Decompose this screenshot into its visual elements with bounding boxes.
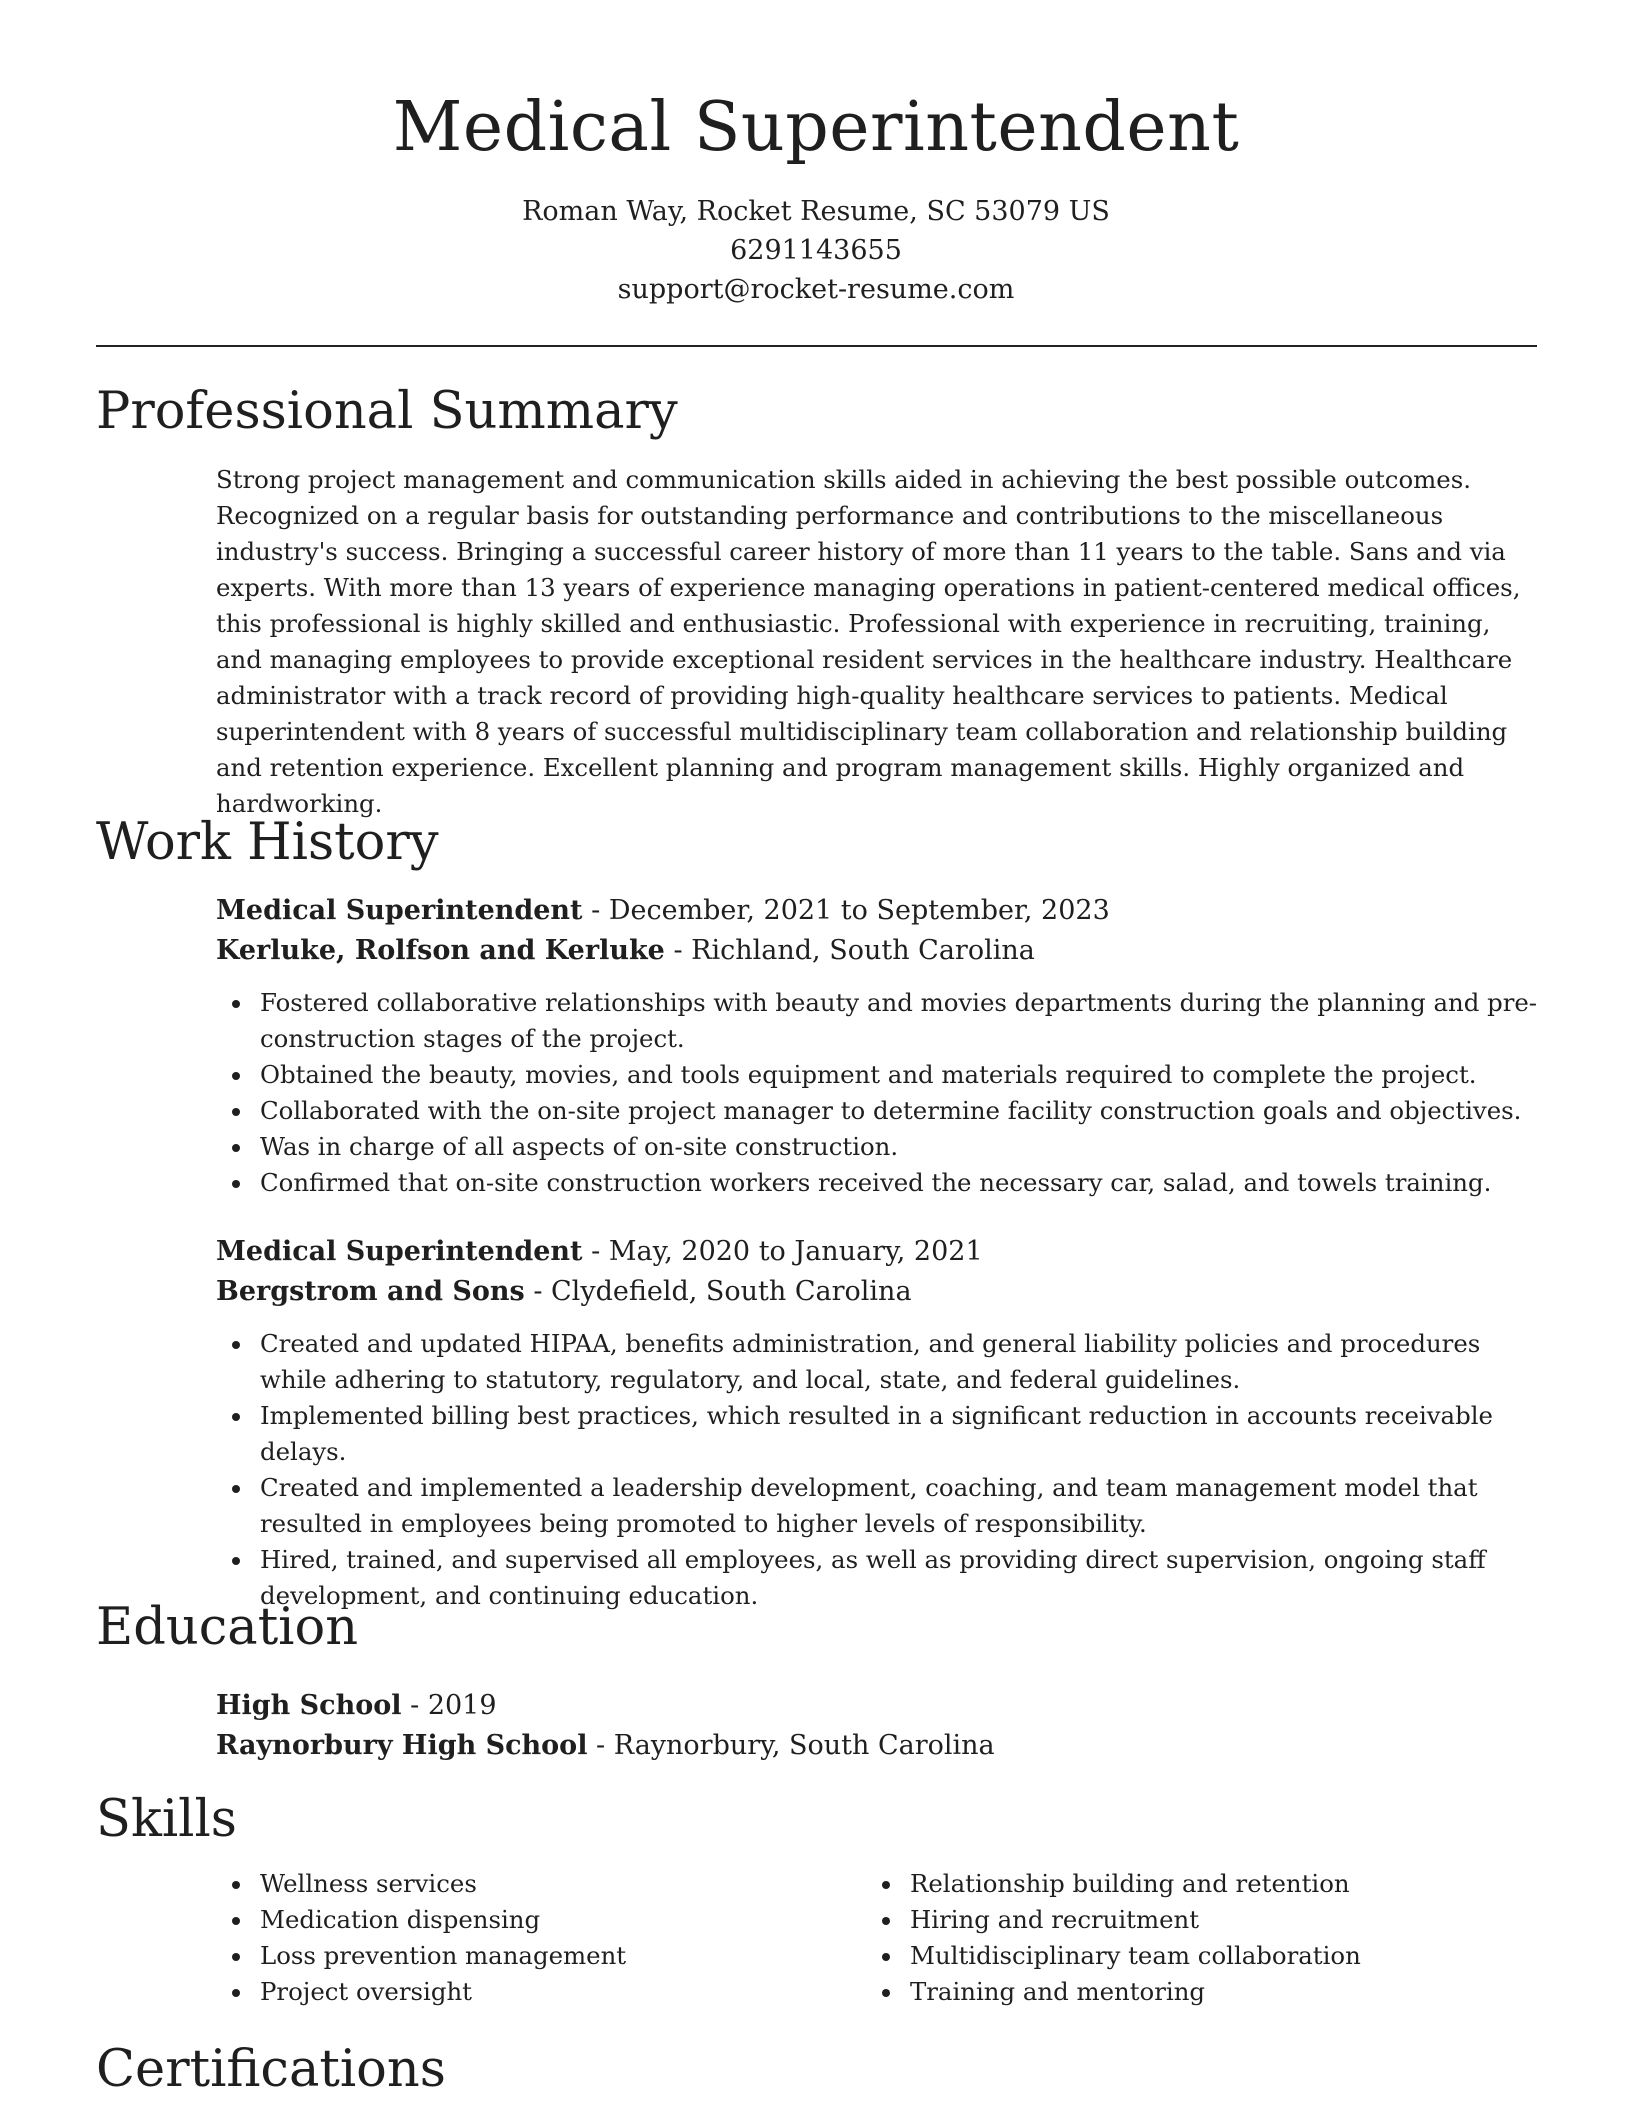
job-dates: - May, 2020 to January, 2021 <box>582 1236 983 1267</box>
job-location: - Clydefield, South Carolina <box>524 1276 912 1307</box>
education-location: - Raynorbury, South Carolina <box>587 1730 995 1761</box>
job-bullets <box>216 1326 1538 1614</box>
job-bullet: Fostered collaborative relationships with beauty and movies departments during the planning and pre-construction stages of the project. <box>260 985 1538 1057</box>
skills-column-left <box>216 1866 866 2010</box>
section-title-education: Education <box>96 1598 359 1657</box>
job-bullet: Confirmed that on-site construction workers received the necessary car, salad, and towels training. <box>260 1165 1538 1201</box>
skill-item: Project oversight <box>260 1974 866 2010</box>
skill-item: Training and mentoring <box>910 1974 1516 2010</box>
job-bullet: Created and updated HIPAA, benefits administration, and general liability policies and procedures while adhering to statutory, regulatory, and local, state, and federal guidelines. <box>260 1326 1538 1398</box>
skill-item: Wellness services <box>260 1866 866 1902</box>
skills-block <box>216 1866 1538 2010</box>
job-bullet: Collaborated with the on-site project manager to determine facility construction goals and objectives. <box>260 1093 1538 1129</box>
job-company: Bergstrom and Sons <box>216 1276 525 1307</box>
education-degree-line <box>216 1686 1538 1726</box>
education-year: - 2019 <box>401 1690 497 1721</box>
skills-list <box>866 1866 1516 2010</box>
skill-item: Medication dispensing <box>260 1902 866 1938</box>
section-title-skills: Skills <box>96 1790 237 1849</box>
job-company-line <box>216 1272 1538 1312</box>
skill-item: Hiring and recruitment <box>910 1902 1516 1938</box>
skill-item: Relationship building and retention <box>910 1866 1516 1902</box>
section-title-summary: Professional Summary <box>96 382 678 441</box>
skills-list <box>216 1866 866 2010</box>
skills-grid <box>216 1866 1538 2010</box>
summary-block <box>216 462 1538 822</box>
skill-item: Multidisciplinary team collaboration <box>910 1938 1516 1974</box>
education-school: Raynorbury High School <box>216 1730 588 1761</box>
education-degree: High School <box>216 1690 402 1721</box>
job-bullets <box>216 985 1538 1201</box>
job-title: Medical Superintendent <box>216 895 583 926</box>
job-entry <box>216 1232 1538 1614</box>
resume-header <box>0 0 1632 347</box>
header-divider <box>96 345 1537 347</box>
contact-email: support@rocket-resume.com <box>617 274 1015 305</box>
summary-text: Strong project management and communication skills aided in achieving the best possible outcomes. Recognized on a regular basis for outstanding performance and contributions to the miscellaneous industry's success. Bringing a successful career history of more than 11 years to the table. Sans and via experts. With more than 13 years of experience managing operations in patient-centered medical offices, this professional is highly skilled and enthusiastic. Professional with experience in recruiting, training, and managing employees to provide exceptional resident services in the healthcare industry. Healthcare administrator with a track record of providing high-quality healthcare services to patients. Medical superintendent with 8 years of successful multidisciplinary team collaboration and relationship building and retention experience. Excellent planning and program management skills. Highly organized and hardworking. <box>216 465 1521 818</box>
job-dates: - December, 2021 to September, 2023 <box>582 895 1110 926</box>
section-title-work: Work History <box>96 813 439 872</box>
job-company-line <box>216 931 1538 971</box>
job-company: Kerluke, Rolfson and Kerluke <box>216 935 665 966</box>
job-bullet: Obtained the beauty, movies, and tools equipment and materials required to complete the project. <box>260 1057 1538 1093</box>
job-title-line <box>216 1232 1538 1272</box>
skills-column-right <box>866 1866 1516 2010</box>
job-bullet: Implemented billing best practices, which resulted in a significant reduction in accounts receivable delays. <box>260 1398 1538 1470</box>
section-title-certifications: Certifications <box>96 2040 446 2099</box>
skill-item: Loss prevention management <box>260 1938 866 1974</box>
contact-phone: 6291143655 <box>730 235 902 266</box>
job-bullet: Was in charge of all aspects of on-site construction. <box>260 1129 1538 1165</box>
job-bullet: Hired, trained, and supervised all employees, as well as providing direct supervision, ongoing staff development, and continuing education. <box>260 1542 1538 1614</box>
job-title-line <box>216 891 1538 931</box>
job-location: - Richland, South Carolina <box>664 935 1035 966</box>
job-title: Medical Superintendent <box>216 1236 583 1267</box>
contact-block <box>0 192 1632 309</box>
education-school-line <box>216 1726 1538 1766</box>
contact-address: Roman Way, Rocket Resume, SC 53079 US <box>522 196 1110 227</box>
education-entry <box>216 1686 1538 1766</box>
job-entry <box>216 891 1538 1201</box>
resume-name: Medical Superintendent <box>392 88 1240 167</box>
job-bullet: Created and implemented a leadership development, coaching, and team management model that resulted in employees being promoted to higher levels of responsibility. <box>260 1470 1538 1542</box>
